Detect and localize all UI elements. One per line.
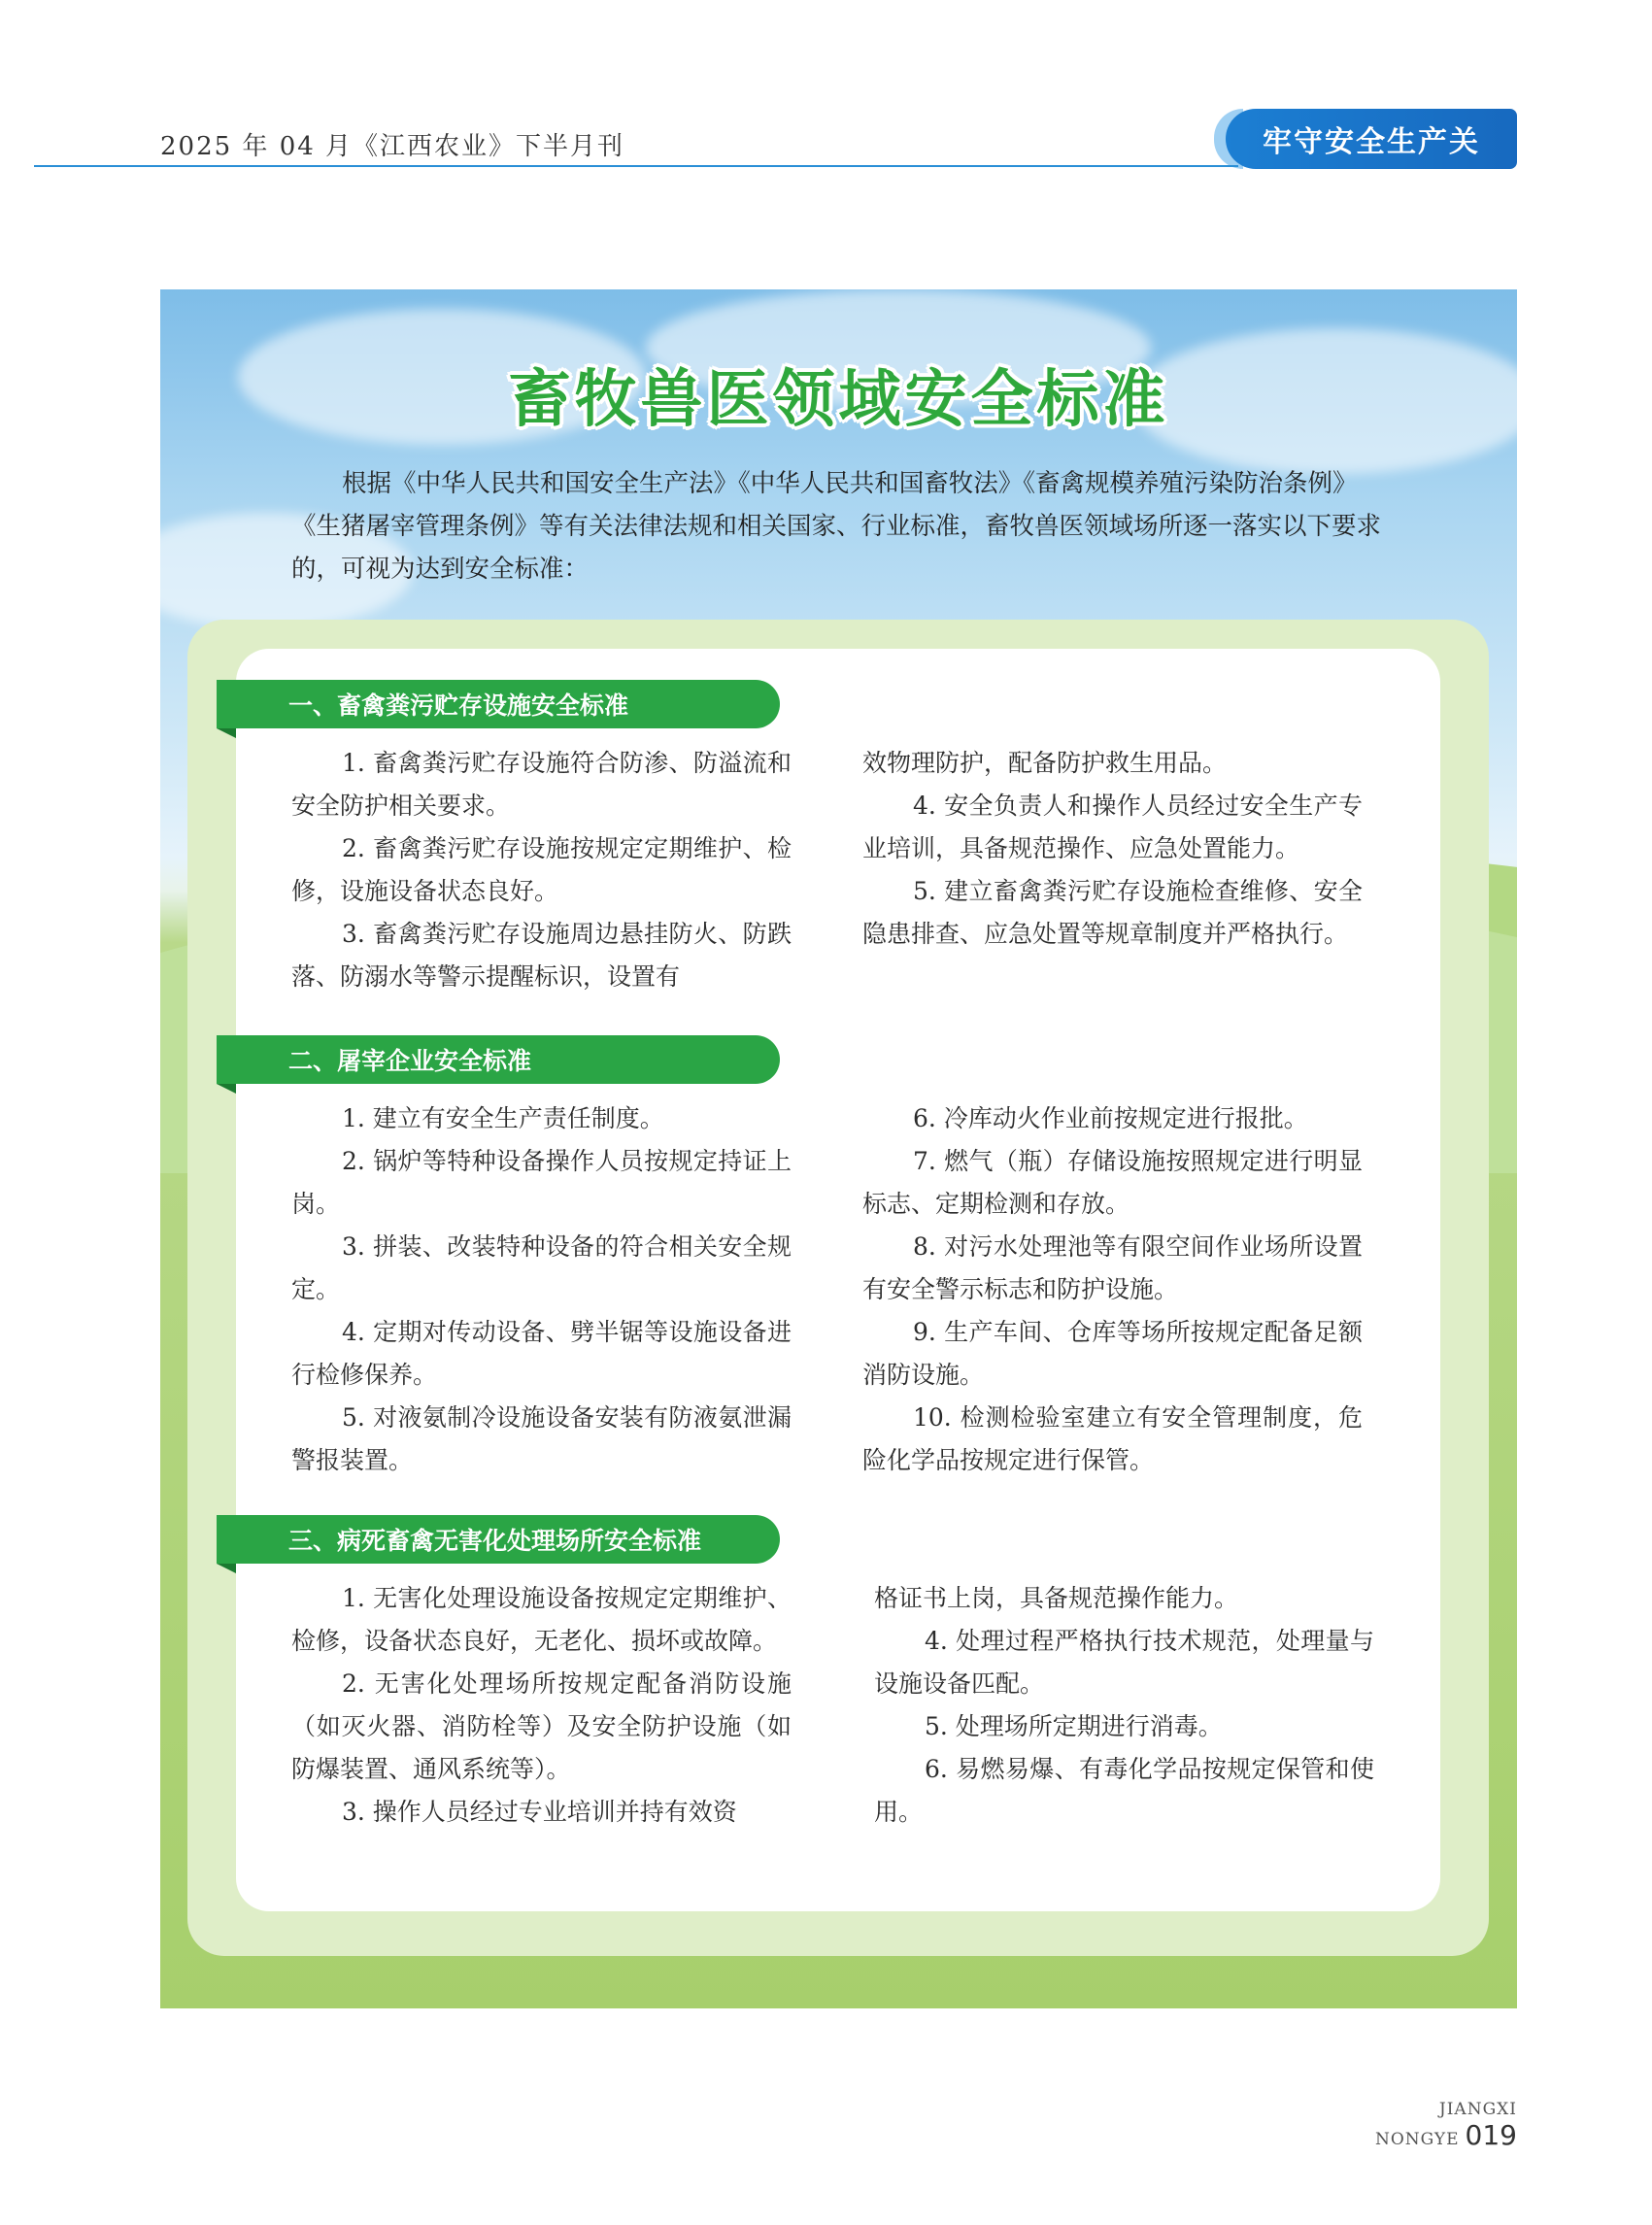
intro-paragraph: 根据《中华人民共和国安全生产法》《中华人民共和国畜牧法》《畜禽规模养殖污染防治条例》《生猪屠宰管理条例》等有关法律法规和相关国家、行业标准，畜牧兽医领域场所逐一落实以下要求的，可视为达到安全标准： [291,469,1382,584]
section-2-right-column [862,1097,1363,1482]
list-item: 3. 拼装、改装特种设备的符合相关安全规定。 [291,1232,792,1303]
list-item: 2. 畜禽粪污贮存设施按规定定期维护、检修，设施设备状态良好。 [291,834,792,905]
journal-name: JIANGXI NONGYE [1374,2100,1517,2149]
list-item: 5. 处理场所定期进行消毒。 [925,1712,1223,1740]
section-heading-2: 二、屠宰企业安全标准 [217,1035,780,1084]
list-item: 6. 易燃易爆、有毒化学品按规定保管和使用。 [874,1755,1374,1826]
section-heading-3: 三、病死畜禽无害化处理场所安全标准 [217,1515,780,1564]
list-item: 4. 安全负责人和操作人员经过安全生产专业培训，具备规范操作、应急处置能力。 [862,792,1363,862]
list-item: 4. 处理过程严格执行技术规范，处理量与设施设备匹配。 [874,1627,1374,1698]
list-item-continued: 效物理防护，配备防护救生用品。 [862,749,1228,777]
list-item: 8. 对污水处理池等有限空间作业场所设置有安全警示标志和防护设施。 [862,1232,1363,1303]
issue-line: 2025 年 04 月《江西农业》下半月刊 [160,132,625,161]
list-item: 1. 无害化处理设施设备按规定定期维护、检修，设备状态良好，无老化、损坏或故障。 [291,1584,792,1655]
section-2-left-column [291,1097,792,1482]
list-item-continued: 格证书上岗，具备规范操作能力。 [874,1584,1239,1612]
section-3-left-column [291,1577,792,1834]
list-item: 3. 操作人员经过专业培训并持有效资 [342,1798,737,1826]
article-panel [160,289,1517,2008]
page-number: 019 [1465,2119,1517,2151]
list-item: 4. 定期对传动设备、劈半锯等设施设备进行检修保养。 [291,1318,792,1389]
section-tag: 牢守安全生产关 [1226,109,1517,169]
list-item: 5. 建立畜禽粪污贮存设施检查维修、安全隐患排查、应急处置等规章制度并严格执行。 [862,877,1363,948]
list-item: 3. 畜禽粪污贮存设施周边悬挂防火、防跌落、防溺水等警示提醒标识，设置有 [291,920,792,991]
list-item: 1. 畜禽粪污贮存设施符合防渗、防溢流和安全防护相关要求。 [291,749,792,820]
section-1-right-column [862,742,1363,956]
section-1-left-column [291,742,792,998]
page-footer [1301,2100,1517,2151]
header-divider [34,165,1238,167]
list-item: 5. 对液氨制冷设施设备安装有防液氨泄漏警报装置。 [291,1403,792,1474]
list-item: 9. 生产车间、仓库等场所按规定配备足额消防设施。 [862,1318,1363,1389]
list-item: 2. 锅炉等特种设备操作人员按规定持证上岗。 [291,1147,792,1218]
list-item: 10. 检测检验室建立有安全管理制度，危险化学品按规定进行保管。 [862,1403,1363,1474]
section-3-right-column [874,1577,1374,1834]
list-item: 2. 无害化处理场所按规定配备消防设施（如灭火器、消防栓等）及安全防护设施（如防爆装置、通风系统等）。 [291,1669,792,1783]
section-heading-1: 一、畜禽粪污贮存设施安全标准 [217,680,780,728]
list-item: 6. 冷库动火作业前按规定进行报批。 [913,1104,1308,1132]
page-title: 畜牧兽医领域安全标准 [508,364,1169,436]
list-item: 7. 燃气（瓶）存储设施按照规定进行明显标志、定期检测和存放。 [862,1147,1363,1218]
list-item: 1. 建立有安全生产责任制度。 [342,1104,664,1132]
